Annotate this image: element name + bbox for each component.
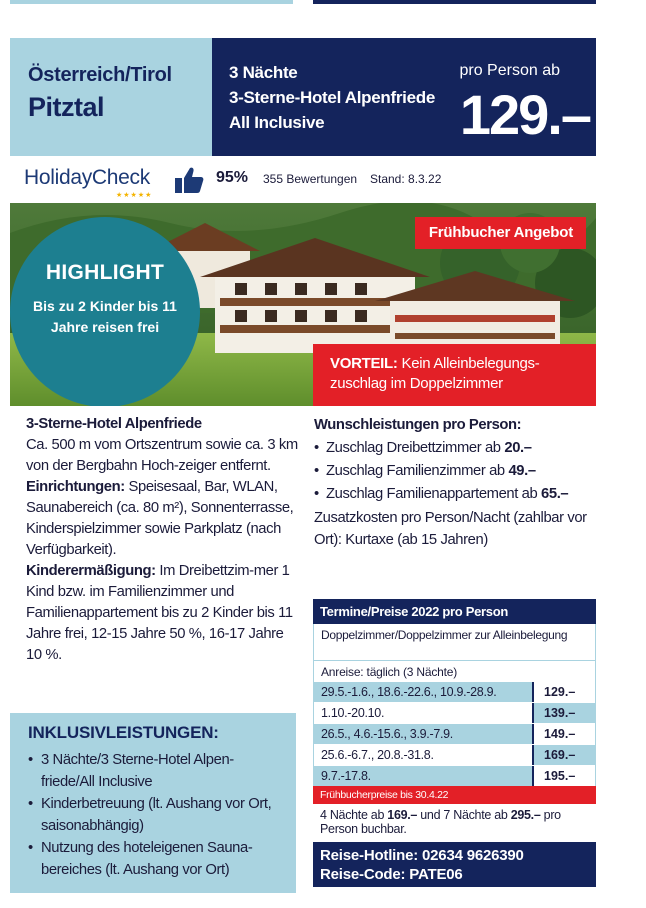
inklusivleistungen-box bbox=[10, 713, 296, 893]
inklusiv-title: INKLUSIVLEISTUNGEN: bbox=[28, 723, 219, 742]
wunsch-item-text: Zuschlag Familienappartement ab bbox=[326, 486, 538, 502]
nights-note-a: 4 Nächte ab bbox=[320, 808, 385, 822]
hotel-title: 3-Sterne-Hotel Alpenfriede bbox=[26, 416, 202, 432]
holidaycheck-percent: 95% bbox=[216, 169, 249, 186]
highlight-title: HIGHLIGHT bbox=[45, 261, 165, 284]
row-dates: 9.7.-17.8. bbox=[314, 766, 532, 786]
holidaycheck-stars: ★★★★★ bbox=[116, 192, 153, 199]
hotel-photo bbox=[10, 203, 596, 406]
price-table-arrival: Anreise: täglich (3 Nächte) bbox=[313, 660, 596, 681]
einrichtungen-text: Speisesaal, Bar, WLAN, Saunabereich (ca. 80 m²), Sonnenterrasse, Kinderspielzimmer sowie Parkplatz (nach Verfügbarkeit). bbox=[26, 479, 294, 558]
price-table-room: Doppelzimmer/Doppelzimmer zur Alleinbelegung bbox=[313, 624, 596, 660]
table-row bbox=[314, 702, 595, 723]
list-item bbox=[314, 460, 604, 483]
list-item bbox=[314, 483, 604, 506]
vorteil-label: VORTEIL: bbox=[330, 355, 398, 372]
header-board: All Inclusive bbox=[229, 113, 325, 132]
row-price: 129.– bbox=[532, 682, 595, 702]
wunsch-item-price: 65.– bbox=[541, 486, 569, 502]
kinder-paragraph bbox=[26, 561, 298, 666]
early-booking-note: Frühbucherpreise bis 30.4.22 bbox=[313, 786, 596, 804]
highlight-circle bbox=[10, 217, 200, 406]
wunschleistungen bbox=[314, 414, 604, 551]
hotline-box bbox=[313, 842, 596, 887]
vorteil-box bbox=[313, 344, 596, 406]
list-item: • Kinderbetreuung (lt. Aushang vor Ort, saisonabhängig) bbox=[28, 793, 286, 837]
header-offer-lines bbox=[229, 60, 435, 135]
holidaycheck-rating bbox=[24, 162, 584, 200]
row-price: 195.– bbox=[532, 766, 595, 786]
top-strip-right bbox=[313, 0, 596, 4]
table-row bbox=[314, 744, 595, 765]
early-booking-badge: Frühbucher Angebot bbox=[415, 217, 586, 249]
einrichtungen-label: Einrichtungen: bbox=[26, 479, 125, 495]
vorteil-text: Kein Alleinbelegungs-zuschlag im Doppelzimmer bbox=[330, 355, 540, 392]
row-dates: 1.10.-20.10. bbox=[314, 703, 532, 723]
kinder-label: Kinderermäßigung: bbox=[26, 563, 156, 579]
thumbs-up-icon bbox=[174, 166, 204, 194]
holidaycheck-logo: HolidayCheck bbox=[24, 166, 150, 189]
table-row bbox=[314, 723, 595, 744]
header-price: 129.– bbox=[459, 83, 590, 146]
nights-note-e: pro Person buchbar. bbox=[320, 808, 561, 836]
wunsch-title: Wunschleistungen pro Person: bbox=[314, 417, 522, 433]
row-price: 149.– bbox=[532, 724, 595, 744]
wunsch-item-text: Zuschlag Familienzimmer ab bbox=[326, 463, 505, 479]
header-destination bbox=[10, 38, 212, 156]
header-place: Pitztal bbox=[28, 92, 105, 122]
nights-note-d: 295.– bbox=[510, 808, 541, 822]
top-strip-left bbox=[10, 0, 293, 4]
header-offer bbox=[212, 38, 596, 156]
price-table-rows bbox=[313, 681, 596, 786]
table-row bbox=[314, 765, 595, 786]
wunsch-item-text: Zuschlag Dreibettzimmer ab bbox=[326, 440, 501, 456]
einrichtungen-paragraph bbox=[26, 477, 298, 561]
wunsch-extra: Zusatzkosten pro Person/Nacht (zahlbar vor Ort): Kurtaxe (ab 15 Jahren) bbox=[314, 510, 587, 548]
highlight-text: Bis zu 2 Kinder bis 11 Jahre reisen frei bbox=[33, 298, 177, 335]
row-dates: 26.5., 4.6.-15.6., 3.9.-7.9. bbox=[314, 724, 532, 744]
list-item bbox=[314, 437, 604, 460]
list-item: • 3 Nächte/3 Sterne-Hotel Alpen-friede/All Inclusive bbox=[28, 749, 286, 793]
wunsch-item-price: 49.– bbox=[508, 463, 536, 479]
header-nights: 3 Nächte bbox=[229, 63, 298, 82]
nights-note-c: und 7 Nächte ab bbox=[420, 808, 508, 822]
kinder-text: Im Dreibettzim-mer 1 Kind bzw. im Familienzimmer und Familienappartement bis zu 2 Kinder bis 11 Jahre frei, 12-15 Jahre 50 %, 16-17 Jahre 10 %. bbox=[26, 563, 293, 663]
table-row bbox=[314, 681, 595, 702]
row-dates: 29.5.-1.6., 18.6.-22.6., 10.9.-28.9. bbox=[314, 682, 532, 702]
row-price: 169.– bbox=[532, 745, 595, 765]
header-hotel: 3-Sterne-Hotel Alpenfriede bbox=[229, 88, 435, 107]
row-price: 139.– bbox=[532, 703, 595, 723]
nights-note bbox=[313, 804, 596, 842]
hotline-number: Reise-Hotline: 02634 9626390 bbox=[320, 847, 524, 864]
row-dates: 25.6.-6.7., 20.8.-31.8. bbox=[314, 745, 532, 765]
hotel-location: Ca. 500 m vom Ortszentrum sowie ca. 3 km von der Bergbahn Hoch-zeiger entfernt. bbox=[26, 437, 298, 474]
inklusiv-list bbox=[28, 749, 286, 881]
header-region: Österreich/Tirol bbox=[28, 64, 172, 86]
holidaycheck-reviews: 355 Bewertungen bbox=[263, 172, 358, 186]
travel-code: Reise-Code: PATE06 bbox=[320, 866, 463, 883]
holidaycheck-stand: Stand: 8.3.22 bbox=[370, 172, 442, 186]
wunsch-item-price: 20.– bbox=[504, 440, 532, 456]
list-item: • Nutzung des hoteleigenen Sauna-bereiches (lt. Aushang vor Ort) bbox=[28, 837, 286, 881]
wunsch-list bbox=[314, 437, 604, 506]
header-per-person: pro Person ab bbox=[459, 62, 560, 79]
price-table-title: Termine/Preise 2022 pro Person bbox=[313, 599, 596, 624]
nights-note-b: 169.– bbox=[387, 808, 418, 822]
hotel-description bbox=[26, 414, 298, 666]
price-table bbox=[313, 599, 596, 887]
